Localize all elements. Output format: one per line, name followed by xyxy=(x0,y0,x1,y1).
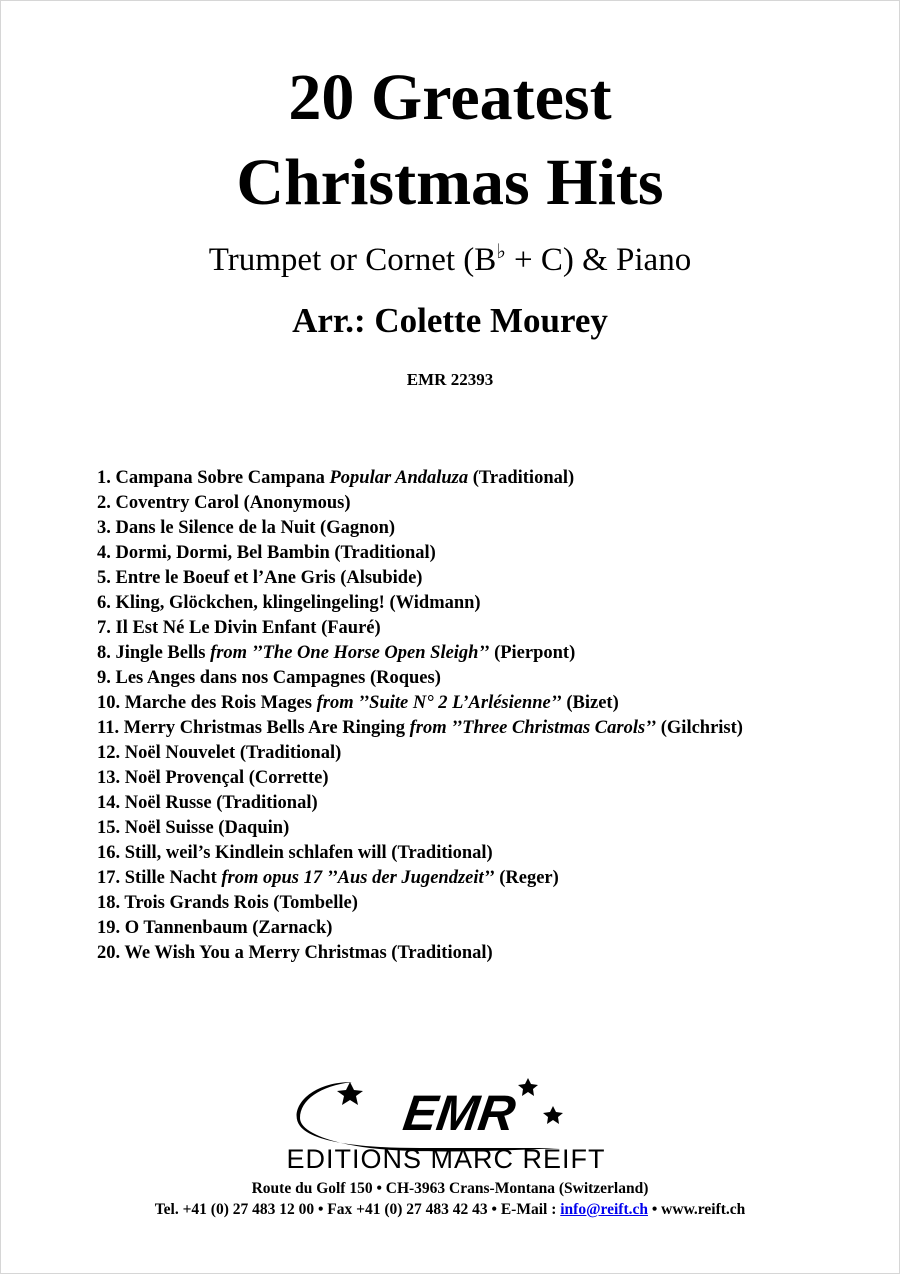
track-item: 10. Marche des Rois Mages from ’’Suite N° 2 L’Arlésienne’’ (Bizet) xyxy=(97,693,619,713)
track-item: 14. Noël Russe (Traditional) xyxy=(97,793,318,813)
arranger-credit: Arr.: Colette Mourey xyxy=(292,301,608,340)
star-icon xyxy=(337,1082,363,1105)
track-item: 16. Still, weil’s Kindlein schlafen will (Traditional) xyxy=(97,843,493,863)
track-item: 1. Campana Sobre Campana Popular Andaluza (Traditional) xyxy=(97,468,575,488)
subtitle-before: Trumpet or Cornet (B xyxy=(208,242,497,278)
email-link[interactable]: info@reift.ch xyxy=(560,1201,648,1218)
star-icon xyxy=(543,1106,563,1124)
track-item: 20. We Wish You a Merry Christmas (Traditional) xyxy=(97,943,493,963)
track-item: 15. Noël Suisse (Daquin) xyxy=(97,818,290,838)
track-item: 19. O Tannenbaum (Zarnack) xyxy=(97,918,333,938)
track-item: 5. Entre le Boeuf et l’Ane Gris (Alsubide) xyxy=(97,568,423,588)
track-item: 18. Trois Grands Rois (Tombelle) xyxy=(97,893,358,913)
phone-fax: Tel. +41 (0) 27 483 12 00 • Fax +41 (0) 27 483 42 43 • E-Mail : xyxy=(154,1201,561,1218)
track-item: 6. Kling, Glöckchen, klingelingeling! (Widmann) xyxy=(97,593,481,613)
catalog-number: EMR 22393 xyxy=(406,370,494,389)
instrumentation-subtitle xyxy=(0,238,900,286)
track-item: 8. Jingle Bells from ’’The One Horse Open Sleigh’’ (Pierpont) xyxy=(97,643,576,663)
address-line: Route du Golf 150 • CH-3963 Crans-Montana (Switzerland) xyxy=(251,1180,649,1197)
star-icon xyxy=(518,1078,538,1096)
track-item: 3. Dans le Silence de la Nuit (Gagnon) xyxy=(97,518,396,538)
track-item: 11. Merry Christmas Bells Are Ringing from ’’Three Christmas Carols’’ (Gilchrist) xyxy=(97,718,743,738)
track-item: 17. Stille Nacht from opus 17 ’’Aus der Jugendzeit’’ (Reger) xyxy=(97,868,559,888)
track-item: 13. Noël Provençal (Corrette) xyxy=(97,768,329,788)
title-line-1: 20 Greatest xyxy=(288,61,612,134)
emr-logo xyxy=(0,1068,900,1178)
subtitle-after: + C) & Piano xyxy=(505,242,692,278)
publisher-name: EDITIONS MARC REIFT xyxy=(286,1144,606,1174)
logo-mark: EMR xyxy=(399,1085,519,1141)
footer-address xyxy=(0,1178,900,1220)
track-list xyxy=(97,466,887,966)
track-item: 4. Dormi, Dormi, Bel Bambin (Traditional) xyxy=(97,543,436,563)
flat-sign: ♭ xyxy=(496,241,506,263)
website: • www.reift.ch xyxy=(648,1201,746,1218)
contact-line xyxy=(0,1199,900,1220)
title-line-2: Christmas Hits xyxy=(236,146,664,219)
track-item: 2. Coventry Carol (Anonymous) xyxy=(97,493,351,513)
track-item: 9. Les Anges dans nos Campagnes (Roques) xyxy=(97,668,441,688)
track-item: 7. Il Est Né Le Divin Enfant (Fauré) xyxy=(97,618,381,638)
track-item: 12. Noël Nouvelet (Traditional) xyxy=(97,743,342,763)
